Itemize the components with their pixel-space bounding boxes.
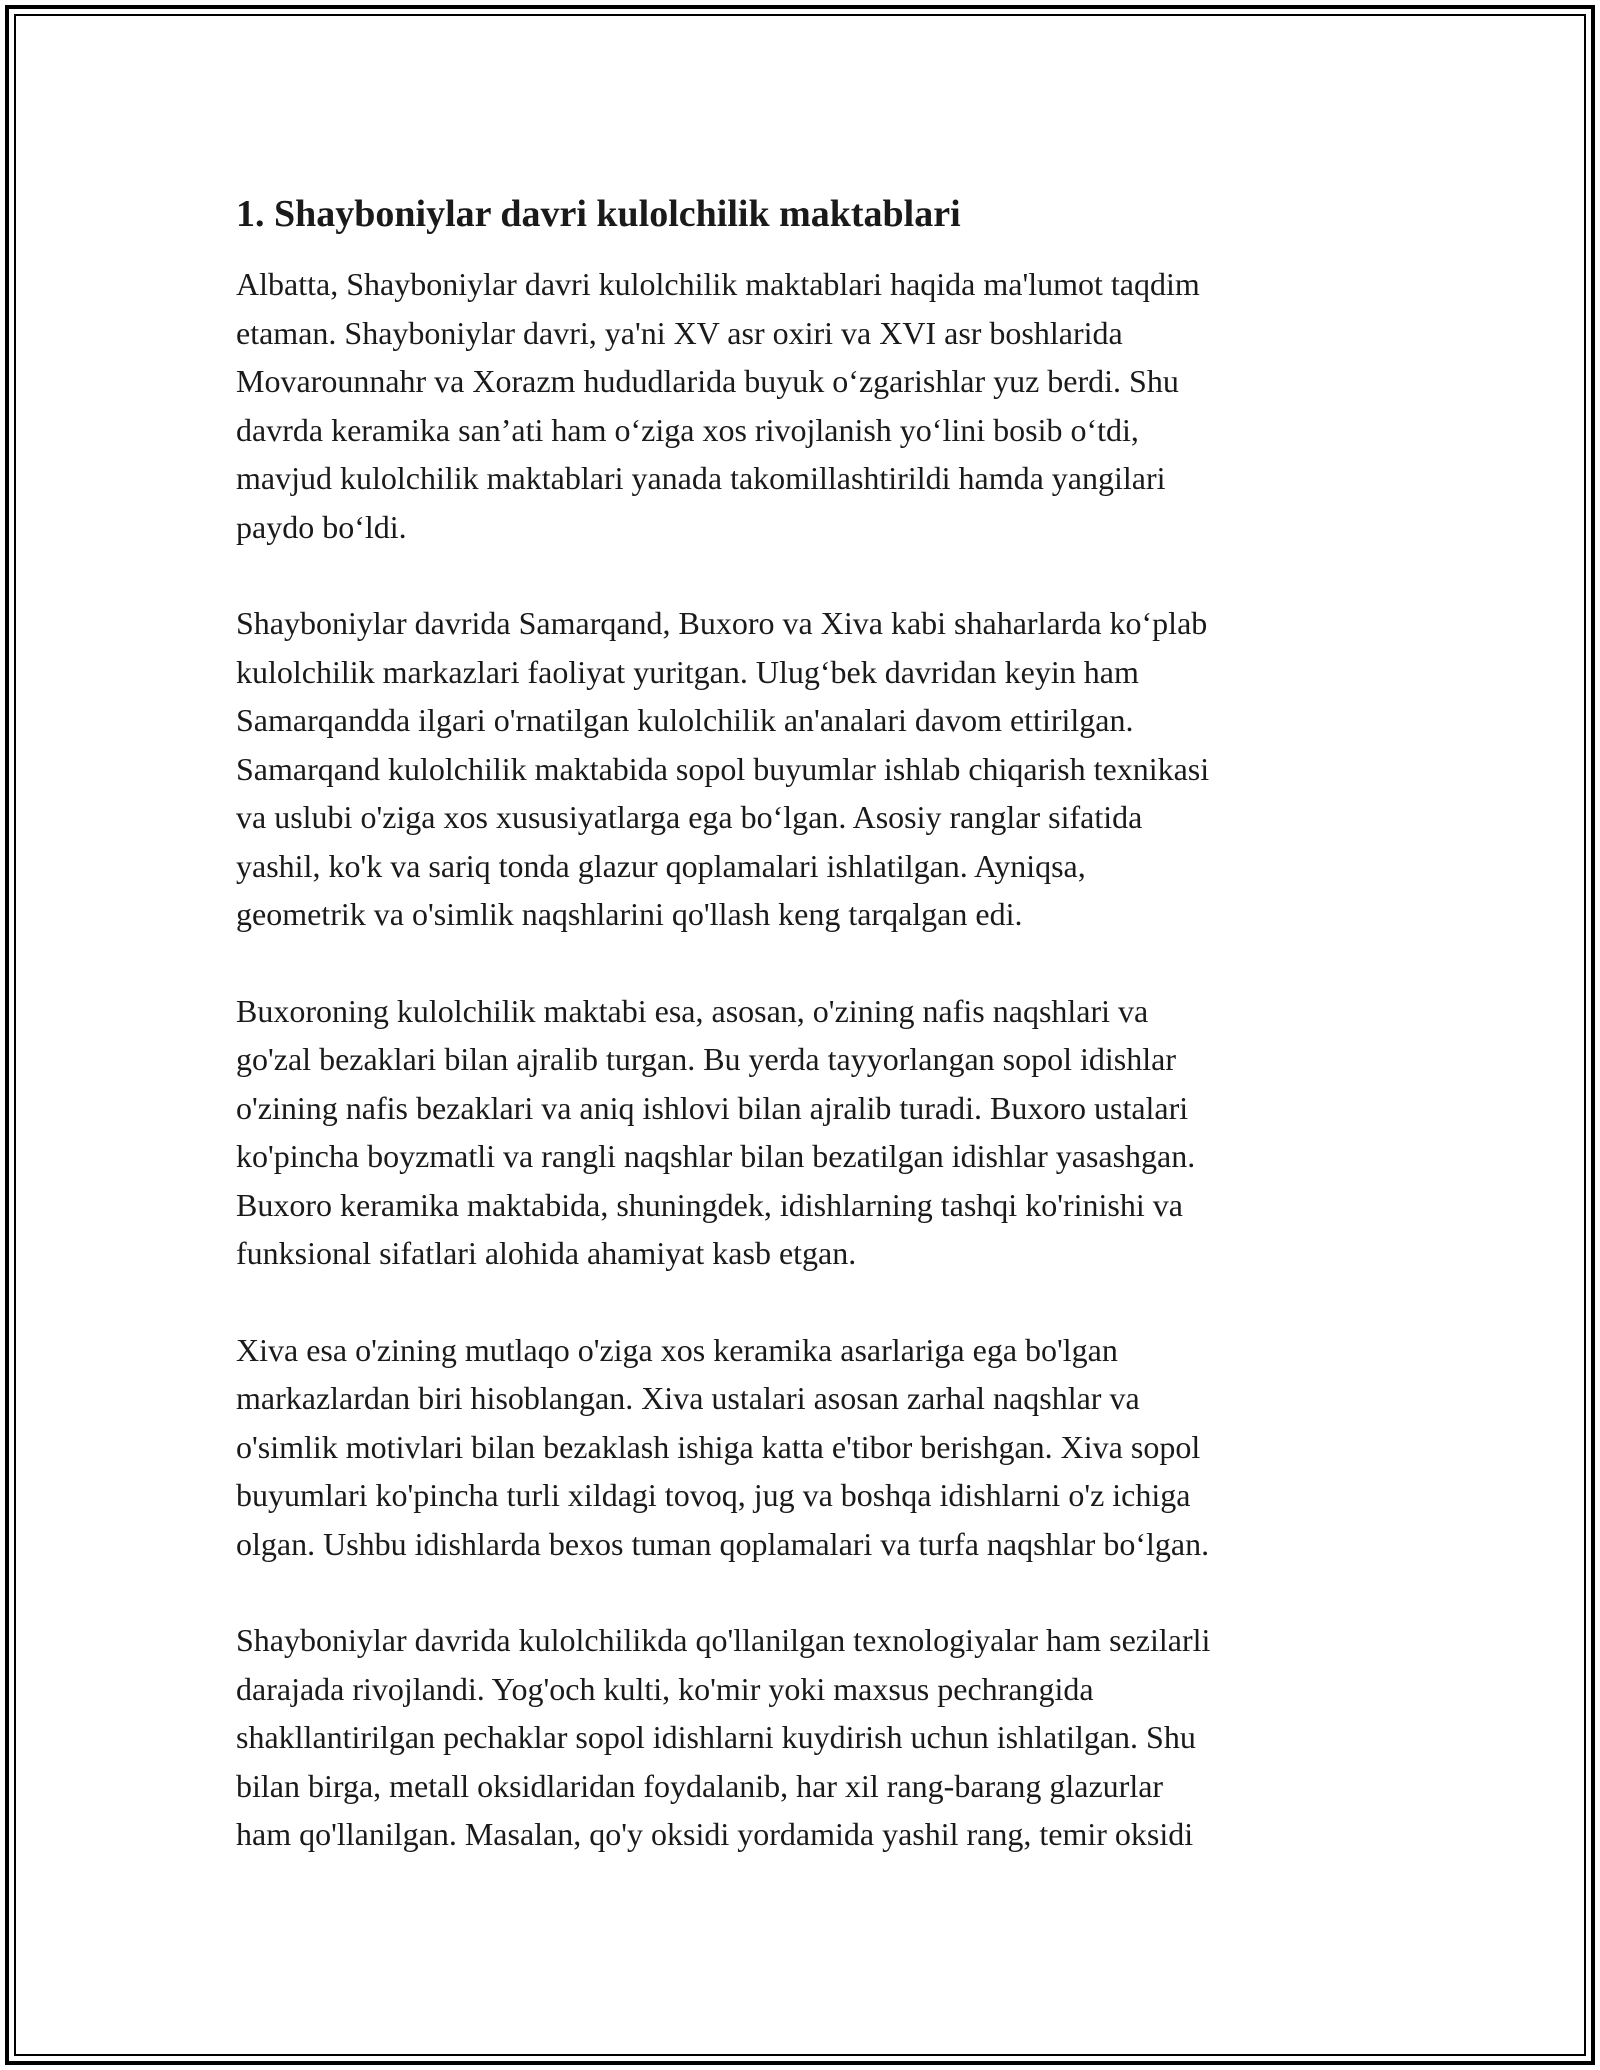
paragraph-xiva: Xiva esa o'zining mutlaqo o'ziga xos keramika asarlariga ega bo'lgan markazlardan biri hisoblangan. Xiva ustalari asosan zarhal naqshlar va o'simlik motivlari bilan bezaklash ishiga katta e'tibor berishgan. Xiva sopol buyumlari ko'pincha turli xildagi tovoq, jug va boshqa idishlarni o'z ichiga olgan. Ushbu idishlarda bexos tuman qoplamalari va turfa naqshlar bo‘lgan. [236,1331,1210,1562]
section-heading: 1. Shayboniylar davri kulolchilik maktablari [236,193,961,235]
paragraph-samarqand: Shayboniylar davrida Samarqand, Buxoro va Xiva kabi shaharlarda ko‘plab kulolchilik markazlari faoliyat yuritgan. Ulug‘bek davridan keyin ham Samarqandda ilgari o'rnatilgan kulolchilik an'analari davom ettirilgan. Samarqand kulolchilik maktabida sopol buyumlar ishlab chiqarish texnikasi va uslubi o'ziga xos xususiyatlarga ega bo‘lgan. Asosiy ranglar sifatida yashil, ko'k va sariq tonda glazur qoplamalari ishlatilgan. Ayniqsa, geometrik va o'simlik naqshlarini qo'llash keng tarqalgan edi. [236,605,1210,932]
paragraph-technology: Shayboniylar davrida kulolchilikda qo'llanilgan texnologiyalar ham sezilarli darajada rivojlandi. Yog'och kulti, ko'mir yoki maxsus pechrangida shakllantirilgan pechaklar sopol idishlarni kuydirish uchun ishlatilgan. Shu bilan birga, metall oksidlaridan foydalanib, har xil rang-barang glazurlar ham qo'llanilgan. Masalan, qo'y oksidi yordamida yashil rang, temir oksidi [236,1622,1211,1852]
paragraph-intro: Albatta, Shayboniylar davri kulolchilik maktablari haqida ma'lumot taqdim etaman. Shayboniylar davri, ya'ni XV asr oxiri va XVI asr boshlarida Movarounnahr va Xorazm hududlarida buyuk o‘zgarishlar yuz berdi. Shu davrda keramika san’ati ham o‘ziga xos rivojlanish yo‘lini bosib o‘tdi, mavjud kulolchilik maktablari yanada takomillashtirildi hamda yangilari paydo bo‘ldi. [236,266,1200,545]
paragraph-buxoro: Buxoroning kulolchilik maktabi esa, asosan, o'zining nafis naqshlari va go'zal bezaklari bilan ajralib turgan. Bu yerda tayyorlangan sopol idishlar o'zining nafis bezaklari va aniq ishlovi bilan ajralib turadi. Buxoro ustalari ko'pincha boyzmatli va rangli naqshlar bilan bezatilgan idishlar yasashgan. Buxoro keramika maktabida, shuningdek, idishlarning tashqi ko'rinishi va funksional sifatlari alohida ahamiyat kasb etgan. [236,992,1196,1271]
document-body [236,186,1366,1907]
